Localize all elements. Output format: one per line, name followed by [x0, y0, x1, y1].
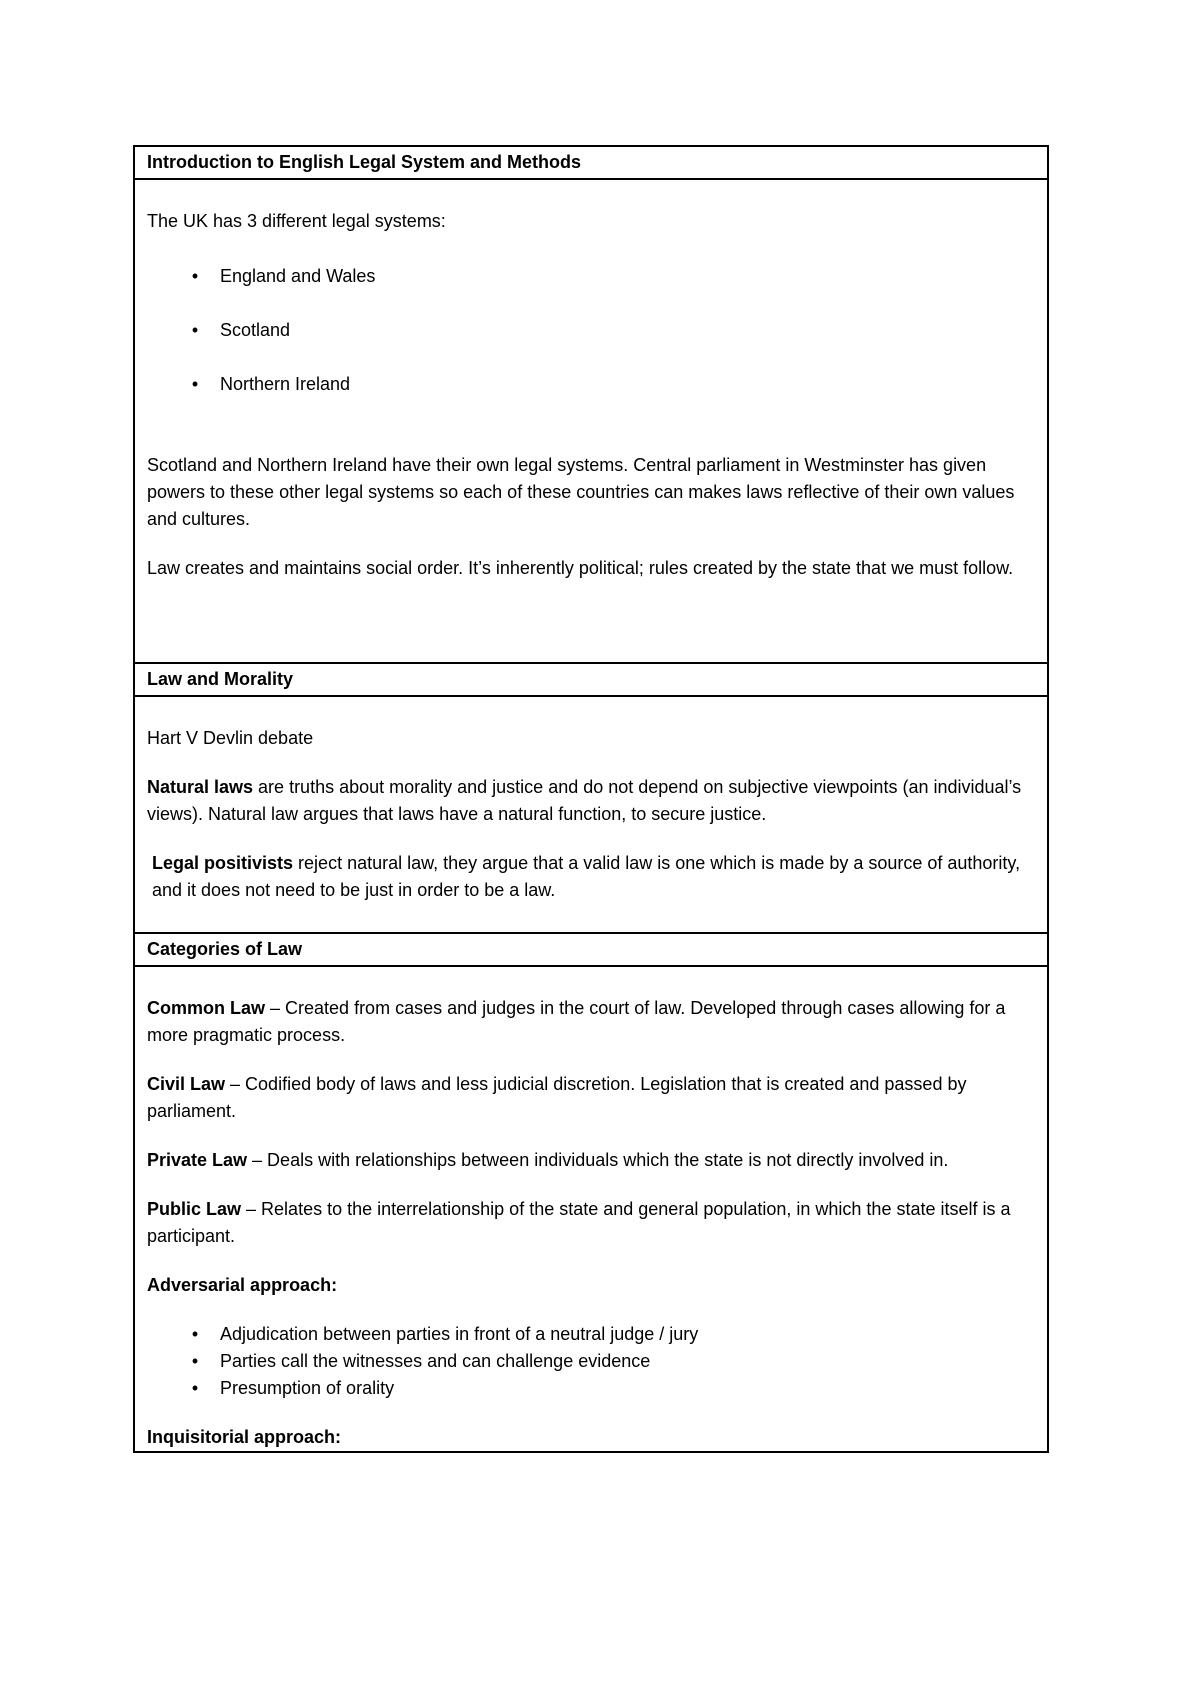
definition-common-law: Common Law – Created from cases and judges in the court of law. Developed through cases allowing for a more pragmatic process. [147, 998, 1006, 1045]
adversarial-list [147, 1321, 1033, 1402]
bullet-icon: • [191, 266, 199, 286]
term-natural-laws: Natural laws [147, 777, 254, 797]
bullet-icon: • [191, 1324, 199, 1344]
section-body-introduction [135, 180, 1047, 662]
list-item: • Scotland [147, 317, 1033, 344]
intro-text: The UK has 3 different legal systems: [147, 211, 446, 231]
list-item: • Presumption of orality [147, 1375, 1033, 1402]
paragraph-devolution: Scotland and Northern Ireland have their own legal systems. Central parliament in Westminster has given powers to these other legal systems so each of these countries can makes laws reflective of their own values and cultures. [147, 455, 1015, 529]
section-title-introduction: Introduction to English Legal System and Methods [135, 147, 1047, 180]
definition-public-law: Public Law – Relates to the interrelationship of the state and general population, in which the state itself is a participant. [147, 1199, 1011, 1246]
hart-devlin-text: Hart V Devlin debate [147, 728, 314, 748]
section-title-law-and-morality: Law and Morality [135, 664, 1047, 697]
section-body-categories-of-law [135, 967, 1047, 1451]
definition-civil-law: Civil Law – Codified body of laws and less judicial discretion. Legislation that is created and passed by parliament. [147, 1074, 967, 1121]
bullet-icon: • [191, 1351, 199, 1371]
legal-systems-list [147, 263, 1033, 398]
paragraph-social-order: Law creates and maintains social order. It’s inherently political; rules created by the state that we must follow. [147, 558, 1014, 578]
paragraph-natural-laws: Natural laws are truths about morality and justice and do not depend on subjective viewpoints (an individual’s views). Natural law argues that laws have a natural function, to secure justice. [147, 777, 1022, 824]
inquisitorial-heading: Inquisitorial approach: [147, 1427, 342, 1447]
list-item: • England and Wales [147, 263, 1033, 290]
paragraph-legal-positivists: Legal positivists reject natural law, they argue that a valid law is one which is made by a source of authority, and it does not need to be just in order to be a law. [152, 853, 1021, 900]
list-item: • Northern Ireland [147, 371, 1033, 398]
list-item: • Parties call the witnesses and can challenge evidence [147, 1348, 1033, 1375]
bullet-icon: • [191, 1378, 199, 1398]
bullet-icon: • [191, 374, 199, 394]
term-legal-positivists: Legal positivists [152, 853, 294, 873]
definition-private-law: Private Law – Deals with relationships between individuals which the state is not directly involved in. [147, 1150, 949, 1170]
list-item: • Adjudication between parties in front of a neutral judge / jury [147, 1321, 1033, 1348]
notes-table [133, 145, 1049, 1453]
bullet-icon: • [191, 320, 199, 340]
section-title-categories-of-law: Categories of Law [135, 934, 1047, 967]
adversarial-heading: Adversarial approach: [147, 1275, 338, 1295]
section-body-law-and-morality [135, 697, 1047, 932]
